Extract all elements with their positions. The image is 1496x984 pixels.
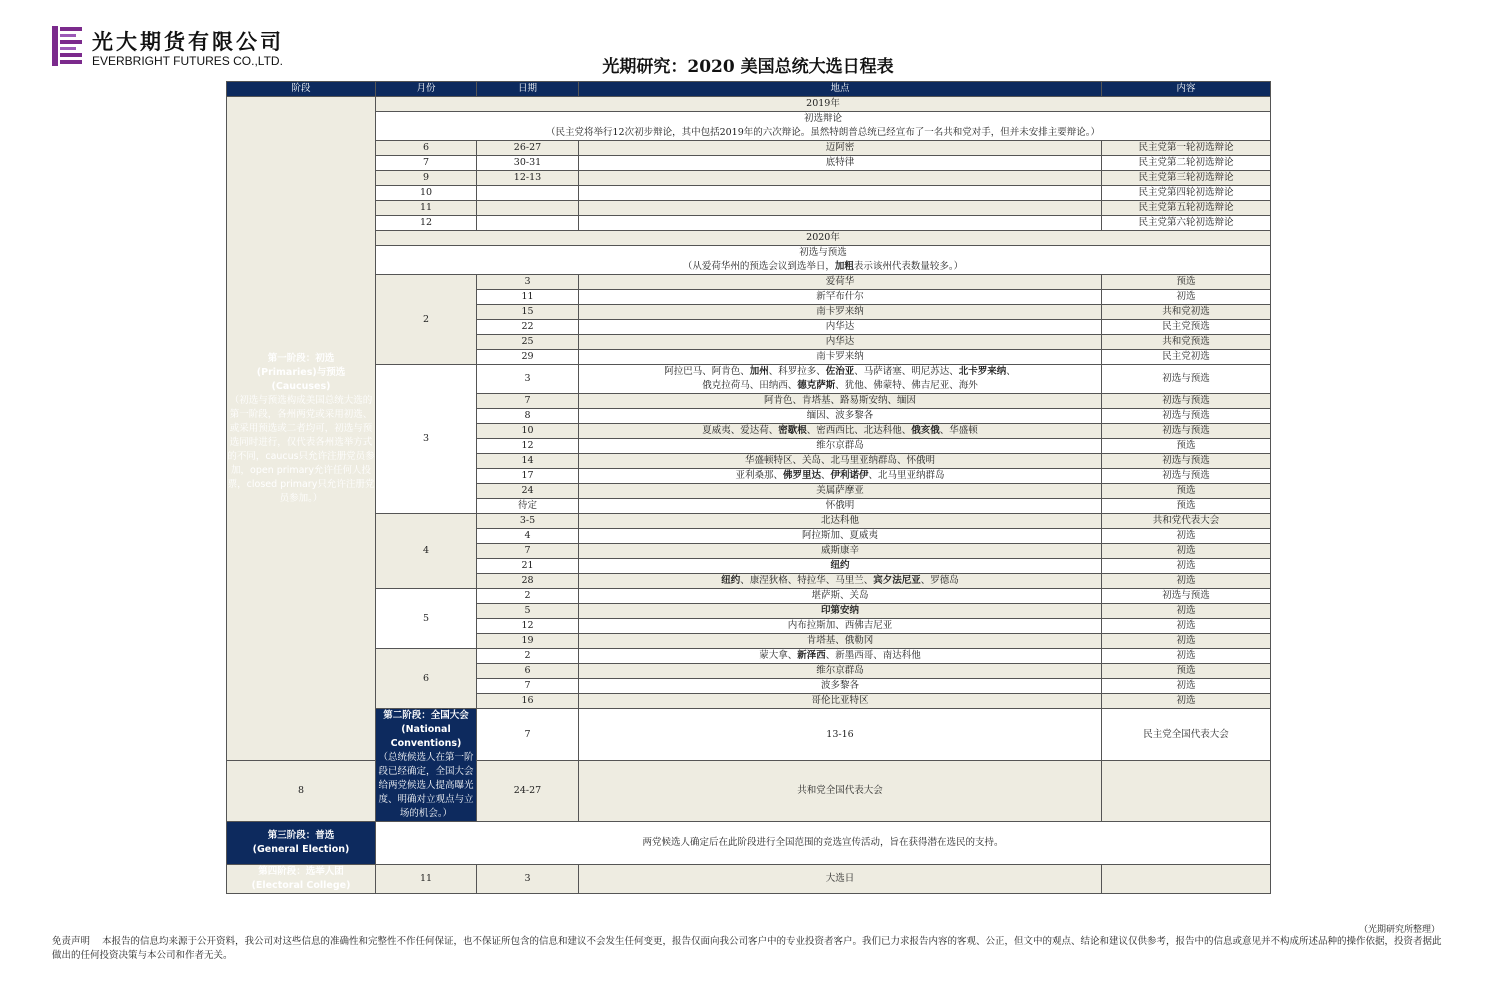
place-cell: 南卡罗来纳	[579, 305, 1102, 320]
content-cell: 初选	[1102, 694, 1271, 709]
place-text: 亚利桑那、	[735, 470, 783, 481]
content-cell	[1102, 761, 1271, 822]
table-row	[227, 514, 1271, 529]
content-cell: 共和党预选	[1102, 335, 1271, 350]
month-cell: 2	[376, 275, 477, 365]
debate-title: 初选辩论	[803, 113, 842, 124]
table-row	[227, 865, 1271, 894]
place-text: 、北马里亚纳群岛	[868, 470, 945, 481]
date-cell: 3	[477, 865, 579, 894]
date-cell	[477, 201, 579, 216]
place-text: 、科罗拉多、	[768, 366, 826, 377]
date-cell: 7	[477, 679, 579, 694]
content-cell: 初选	[1102, 649, 1271, 664]
place-text: 、康涅狄格、特拉华、马里兰、	[740, 575, 874, 586]
content-cell: 初选	[1102, 544, 1271, 559]
place-bold: 宾夕法尼亚	[873, 575, 921, 586]
place-bold: 密歇根	[778, 425, 807, 436]
place-text: 蒙大拿、	[759, 650, 798, 661]
content-cell: 初选	[1102, 529, 1271, 544]
table-row	[227, 171, 1271, 186]
primaries-subheader-row	[227, 246, 1271, 275]
year-row-2019	[227, 97, 1271, 112]
date-cell: 11	[477, 290, 579, 305]
place-cell	[579, 171, 1102, 186]
place-cell	[579, 469, 1102, 484]
table-row	[227, 156, 1271, 171]
place-text: 、犹他、佛蒙特、佛吉尼亚、海外	[835, 380, 978, 391]
month-cell: 4	[376, 514, 477, 589]
content-cell: 初选	[1102, 634, 1271, 649]
table-row	[227, 201, 1271, 216]
disclaimer-label: 免责声明	[52, 936, 91, 947]
content-cell: 初选	[1102, 574, 1271, 589]
date-cell: 30-31	[477, 156, 579, 171]
place-cell: 维尔京群岛	[579, 439, 1102, 454]
content-cell: 民主党初选	[1102, 350, 1271, 365]
stage-1-cell	[227, 97, 376, 761]
place-bold: 新泽西	[797, 650, 826, 661]
stage-4-title: 第四阶段：选举人团	[258, 866, 344, 877]
year-row-2020	[227, 231, 1271, 246]
header-row	[227, 82, 1271, 97]
content-cell: 共和党初选	[1102, 305, 1271, 320]
place-cell: 内华达	[579, 335, 1102, 350]
place-cell	[579, 201, 1102, 216]
month-cell: 11	[376, 201, 477, 216]
place-cell: 南卡罗来纳	[579, 350, 1102, 365]
place-cell: 维尔京群岛	[579, 664, 1102, 679]
place-cell	[579, 574, 1102, 589]
place-cell: 共和党全国代表大会	[579, 761, 1102, 822]
year-label-2019: 2019年	[376, 97, 1271, 112]
content-cell	[1102, 865, 1271, 894]
date-cell: 28	[477, 574, 579, 589]
date-cell: 2	[477, 589, 579, 604]
place-cell: 阿拉斯加、夏威夷	[579, 529, 1102, 544]
stage-3-cell	[227, 822, 376, 865]
date-cell: 8	[477, 409, 579, 424]
content-cell: 初选	[1102, 619, 1271, 634]
content-cell: 初选	[1102, 679, 1271, 694]
header-date: 日期	[477, 82, 579, 97]
date-cell: 7	[477, 544, 579, 559]
place-text: 、	[1006, 366, 1016, 377]
content-cell: 民主党第一轮初选辩论	[1102, 141, 1271, 156]
place-cell: 北达科他	[579, 514, 1102, 529]
place-cell: 堪萨斯、关岛	[579, 589, 1102, 604]
header-place: 地点	[579, 82, 1102, 97]
place-bold: 佐治亚	[825, 366, 855, 377]
place-text: 夏威夷、爱达荷、	[702, 425, 779, 436]
stage-1-title-2: (Primaries)与预选	[256, 366, 346, 378]
content-cell: 预选	[1102, 275, 1271, 290]
place-cell: 威斯康辛	[579, 544, 1102, 559]
place-bold: 加州	[749, 366, 769, 377]
place-bold: 德克萨斯	[797, 380, 836, 391]
table-row	[227, 589, 1271, 604]
date-cell: 17	[477, 469, 579, 484]
stage-2-title: 第二阶段：全国大会	[383, 710, 469, 721]
stage-1-note: （初选与预选构成美国总统大选的第一阶段，各州两党或采用初选、或采用预选或二者均可，初选与预选同时进行，仅代表各州选举方式的不同，caucus只允许注册党员参加，open primary允许任何人投票，closed primary只允许注册党员参加。）	[227, 394, 375, 504]
date-cell: 5	[477, 604, 579, 619]
year-label-2020: 2020年	[376, 231, 1271, 246]
content-cell: 民主党第四轮初选辩论	[1102, 186, 1271, 201]
date-cell: 2	[477, 649, 579, 664]
content-cell: 初选与预选	[1102, 424, 1271, 439]
date-cell: 13-16	[579, 709, 1102, 761]
table-row	[227, 365, 1271, 394]
table-row	[227, 275, 1271, 290]
place-bold: 俄亥俄	[911, 425, 940, 436]
primaries-note-c: 表示该州代表数量较多。）	[853, 261, 964, 272]
date-cell: 22	[477, 320, 579, 335]
stage-3-title-2: (General Election)	[252, 844, 350, 855]
place-bold: 佛罗里达	[782, 470, 821, 481]
date-cell: 12-13	[477, 171, 579, 186]
disclaimer-text: 本报告的信息均来源于公开资料，我公司对这些信息的准确性和完整性不作任何保证，也不保证所包含的信息和建议不会发生任何变更，报告仅面向我公司客户中的专业投资者客户。我们已力求报告内容的客观、公正，但文中的观点、结论和建议仅供参考，报告中的信息或意见并不构成所述品种的操作依据，投资者据此做出的任何投资决策与本公司和作者无关。	[52, 936, 1442, 961]
place-text: 、新墨西哥、南达科他	[825, 650, 921, 661]
content-cell: 初选与预选	[1102, 409, 1271, 424]
date-cell	[477, 186, 579, 201]
place-cell: 怀俄明	[579, 499, 1102, 514]
stage-1-title-3: (Caucuses)	[271, 380, 331, 392]
month-cell: 3	[376, 365, 477, 514]
table-row	[227, 822, 1271, 865]
content-cell: 预选	[1102, 499, 1271, 514]
place-cell: 波多黎各	[579, 679, 1102, 694]
table-row	[227, 709, 1271, 761]
disclaimer	[52, 935, 1444, 963]
date-cell: 3-5	[477, 514, 579, 529]
date-cell: 3	[477, 275, 579, 290]
date-cell: 24-27	[477, 761, 579, 822]
place-cell	[579, 424, 1102, 439]
stage-3-title: 第三阶段：普选	[267, 830, 335, 841]
place-cell: 华盛顿特区、关岛、北马里亚纳群岛、怀俄明	[579, 454, 1102, 469]
stage-2-note: （总统候选人在第一阶段已经确定，全国大会给两党候选人提高曝光度、明确对立观点与立场的机会。）	[378, 752, 474, 819]
content-cell: 民主党第二轮初选辩论	[1102, 156, 1271, 171]
date-cell: 21	[477, 559, 579, 574]
table-row	[227, 141, 1271, 156]
date-cell: 14	[477, 454, 579, 469]
place-cell: 底特律	[579, 156, 1102, 171]
primaries-title: 初选与预选	[799, 247, 847, 258]
date-cell: 4	[477, 529, 579, 544]
content-cell: 预选	[1102, 664, 1271, 679]
month-cell: 7	[376, 156, 477, 171]
place-text: 、罗德岛	[920, 575, 959, 586]
date-cell: 12	[477, 619, 579, 634]
table-row	[227, 186, 1271, 201]
place-bold: 北卡罗来纳	[958, 366, 1007, 377]
content-cell: 预选	[1102, 484, 1271, 499]
place-cell: 内布拉斯加、西佛吉尼亚	[579, 619, 1102, 634]
month-cell: 5	[376, 589, 477, 649]
content-cell: 民主党第三轮初选辩论	[1102, 171, 1271, 186]
place-cell: 纽约	[579, 559, 1102, 574]
place-cell	[579, 365, 1102, 394]
primaries-note-bold: 加粗	[834, 261, 854, 272]
header-month: 月份	[376, 82, 477, 97]
content-cell: 民主党第五轮初选辩论	[1102, 201, 1271, 216]
place-cell	[579, 186, 1102, 201]
date-cell: 19	[477, 634, 579, 649]
table-row	[227, 649, 1271, 664]
date-cell	[477, 216, 579, 231]
date-cell: 10	[477, 424, 579, 439]
place-cell: 肯塔基、俄勒冈	[579, 634, 1102, 649]
content-cell: 初选与预选	[1102, 469, 1271, 484]
stage-2-cell	[376, 709, 477, 822]
stage-2-title-3: Conventions)	[390, 738, 462, 749]
month-cell: 9	[376, 171, 477, 186]
content-cell: 初选	[1102, 290, 1271, 305]
place-cell	[579, 216, 1102, 231]
stage-4-cell	[227, 865, 376, 894]
stage-2-title-2: (National	[401, 724, 451, 735]
table-row	[227, 216, 1271, 231]
logo-name-cn: 光大期货有限公司	[92, 30, 284, 54]
place-bold: 伊利诺伊	[830, 470, 869, 481]
content-cell: 初选与预选	[1102, 394, 1271, 409]
place-bold: 纽约	[721, 575, 741, 586]
date-cell: 29	[477, 350, 579, 365]
header-content: 内容	[1102, 82, 1271, 97]
debate-note: （民主党将举行12次初步辩论，其中包括2019年的六次辩论。虽然特朗普总统已经宣布了一名共和党对手，但并未安排主要辩论。）	[545, 127, 1101, 138]
place-cell: 印第安纳	[579, 604, 1102, 619]
content-cell: 初选	[1102, 604, 1271, 619]
content-cell: 民主党第六轮初选辩论	[1102, 216, 1271, 231]
primaries-note-a: （从爱荷华州的预选会议到选举日，	[682, 261, 835, 272]
place-cell: 民主党全国代表大会	[1102, 709, 1271, 761]
content-cell: 预选	[1102, 439, 1271, 454]
date-cell: 7	[477, 394, 579, 409]
place-cell: 迈阿密	[579, 141, 1102, 156]
month-cell: 10	[376, 186, 477, 201]
date-cell: 15	[477, 305, 579, 320]
content-cell: 初选与预选	[1102, 365, 1271, 394]
date-cell: 16	[477, 694, 579, 709]
month-cell: 6	[376, 649, 477, 709]
place-cell: 大选日	[579, 865, 1102, 894]
place-cell: 美属萨摩亚	[579, 484, 1102, 499]
place-text: 、	[820, 470, 831, 481]
date-cell: 6	[477, 664, 579, 679]
month-cell: 12	[376, 216, 477, 231]
place-cell	[579, 649, 1102, 664]
month-cell: 8	[227, 761, 376, 822]
date-cell: 24	[477, 484, 579, 499]
stage-3-text: 两党候选人确定后在此阶段进行全国范围的竞选宣传活动，旨在获得潜在选民的支持。	[376, 822, 1271, 865]
date-cell: 待定	[477, 499, 579, 514]
place-text: 、华盛顿	[939, 425, 978, 436]
place-cell: 阿肯色、肯塔基、路易斯安纳、缅因	[579, 394, 1102, 409]
content-cell: 初选	[1102, 559, 1271, 574]
month-cell: 11	[376, 865, 477, 894]
place-text: 俄克拉荷马、田纳西、	[702, 380, 798, 391]
date-cell: 3	[477, 365, 579, 394]
source-note: （光期研究所整理）	[1358, 925, 1440, 935]
month-cell: 6	[376, 141, 477, 156]
date-cell: 25	[477, 335, 579, 350]
header-stage: 阶段	[227, 82, 376, 97]
place-cell: 爱荷华	[579, 275, 1102, 290]
content-cell: 民主党预选	[1102, 320, 1271, 335]
place-cell: 内华达	[579, 320, 1102, 335]
place-text: 、密西西比、北达科他、	[806, 425, 912, 436]
debate-subheader	[376, 112, 1271, 141]
page-title: 光期研究：2020 美国总统大选日程表	[602, 57, 894, 77]
place-cell: 哥伦比亚特区	[579, 694, 1102, 709]
stage-4-title-2: (Electoral College)	[251, 880, 351, 891]
schedule-table	[226, 81, 1271, 894]
date-cell: 26-27	[477, 141, 579, 156]
place-text: 阿拉巴马、阿肯色、	[664, 366, 750, 377]
place-cell: 缅因、波多黎各	[579, 409, 1102, 424]
content-cell: 初选与预选	[1102, 454, 1271, 469]
date-cell: 12	[477, 439, 579, 454]
place-text: 、马萨诸塞、明尼苏达、	[854, 366, 959, 377]
content-cell: 共和党代表大会	[1102, 514, 1271, 529]
content-cell: 初选与预选	[1102, 589, 1271, 604]
primaries-subheader	[376, 246, 1271, 275]
debate-subheader-row	[227, 112, 1271, 141]
month-cell: 7	[477, 709, 579, 761]
place-cell: 新罕布什尔	[579, 290, 1102, 305]
stage-1-title: 第一阶段：初选	[267, 352, 335, 364]
logo-name-en: EVERBRIGHT FUTURES CO.,LTD.	[92, 54, 283, 68]
